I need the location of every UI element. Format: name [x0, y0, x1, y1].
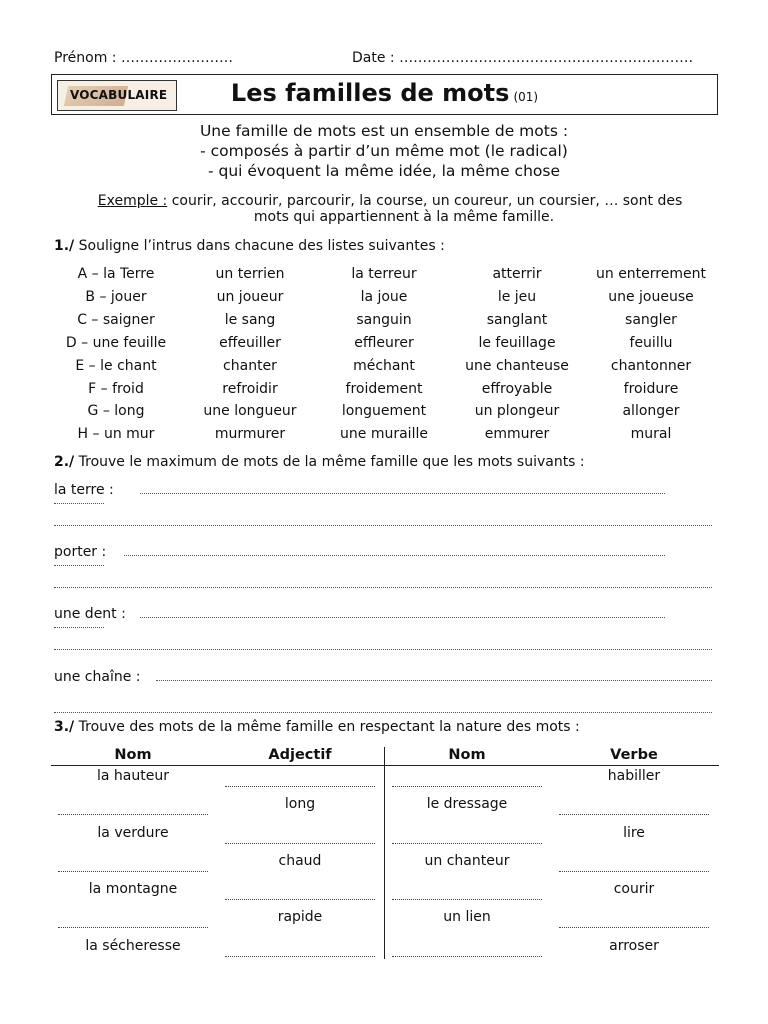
intrus-word[interactable]: chanter [223, 357, 277, 374]
answer-blank[interactable] [225, 898, 375, 900]
example-label: Exemple : [97, 193, 168, 209]
answer-blank[interactable] [58, 870, 208, 872]
page-title: Les familles de mots (01) [230, 79, 539, 107]
exercise-2-instruction: 2./ Trouve le maximum de mots de la même famille que les mots suivants : [54, 454, 585, 470]
prenom-field[interactable]: Prénom : …………………… [54, 50, 233, 66]
given-word: un lien [443, 909, 491, 925]
intrus-word[interactable]: une longueur [203, 403, 297, 420]
family-word-label: une dent : [54, 606, 126, 622]
answer-line[interactable] [54, 711, 712, 713]
intrus-row [0, 357, 692, 380]
table-header-1: Adjectif [268, 747, 332, 763]
given-word: courir [613, 881, 655, 897]
intrus-row-label: C – saigner [77, 311, 155, 328]
intrus-word[interactable]: allonger [622, 403, 680, 420]
intrus-word[interactable]: la terreur [351, 266, 417, 282]
answer-line-continuation[interactable] [54, 564, 104, 566]
given-word: habiller [607, 768, 661, 784]
intrus-word[interactable]: le sang [224, 311, 276, 328]
table-divider [384, 747, 385, 959]
answer-blank[interactable] [58, 813, 208, 815]
given-word: long [284, 796, 316, 812]
answer-line-continuation[interactable] [54, 502, 104, 504]
answer-blank[interactable] [559, 870, 709, 872]
intrus-word[interactable]: sanguin [356, 311, 412, 328]
answer-line[interactable] [156, 679, 712, 681]
answer-line[interactable] [54, 648, 712, 650]
answer-blank[interactable] [392, 842, 542, 844]
intrus-row [0, 334, 673, 357]
definition-line-3: - qui évoquent la même idée, la même chose [207, 162, 560, 180]
title-box [51, 74, 718, 115]
exercise-3-instruction: 3./ Trouve des mots de la même famille en respectant la nature des mots : [54, 719, 580, 735]
answer-blank[interactable] [392, 898, 542, 900]
intrus-word[interactable]: une joueuse [608, 288, 694, 305]
intrus-row [0, 311, 677, 334]
worksheet-number: (01) [513, 90, 539, 104]
definition-line-1: Une famille de mots est un ensemble de mots : [199, 122, 569, 140]
intrus-row-label: B – jouer [85, 288, 147, 305]
definition-line-2: - composés à partir d’un même mot (le radical) [200, 142, 568, 160]
intrus-word[interactable]: une chanteuse [465, 357, 569, 374]
intrus-word[interactable]: chantonner [610, 357, 692, 374]
answer-line-continuation[interactable] [54, 626, 104, 628]
intrus-word[interactable]: sangler [625, 311, 677, 328]
family-word-label: la terre : [54, 482, 114, 498]
answer-line[interactable] [140, 492, 665, 494]
given-word: le dressage [426, 796, 508, 812]
intrus-word[interactable]: murmurer [214, 426, 286, 443]
intrus-word[interactable]: froidement [345, 380, 423, 397]
intrus-word[interactable]: le feuillage [478, 334, 556, 351]
intrus-word[interactable]: un joueur [216, 288, 284, 305]
intrus-row [0, 288, 694, 311]
intrus-word[interactable]: longuement [341, 403, 427, 420]
given-word: chaud [278, 853, 322, 869]
answer-blank[interactable] [392, 785, 542, 787]
answer-blank[interactable] [559, 926, 709, 928]
intrus-word[interactable]: emmurer [484, 426, 550, 443]
intrus-word[interactable]: un plongeur [474, 403, 560, 420]
intrus-row [0, 380, 679, 403]
intrus-row-label: D – une feuille [65, 334, 167, 351]
intrus-word[interactable]: un enterrement [596, 266, 706, 282]
intrus-row [0, 426, 672, 448]
family-word-label: porter : [54, 544, 107, 560]
answer-blank[interactable] [559, 813, 709, 815]
intrus-word[interactable]: la joue [360, 288, 408, 305]
exercise-1-instruction: 1./ Souligne l’intrus dans chacune des listes suivantes : [54, 238, 445, 254]
intrus-row-label: F – froid [88, 380, 144, 397]
answer-blank[interactable] [392, 955, 542, 957]
given-word: rapide [277, 909, 323, 925]
given-word: la verdure [97, 825, 169, 841]
intrus-word[interactable]: une muraille [340, 426, 428, 443]
answer-blank[interactable] [225, 842, 375, 844]
table-header-2: Nom [448, 747, 486, 763]
table-header-rule [51, 765, 719, 766]
intrus-row-label: A – la Terre [77, 266, 155, 282]
intrus-row-label: H – un mur [77, 426, 155, 443]
answer-line[interactable] [54, 586, 712, 588]
intrus-word[interactable]: méchant [353, 357, 415, 374]
intrus-word[interactable]: effeuiller [219, 334, 281, 351]
intrus-word[interactable]: sanglant [486, 311, 548, 328]
answer-line[interactable] [124, 554, 665, 556]
intrus-row [0, 403, 680, 425]
intrus-word[interactable]: effleurer [354, 334, 414, 351]
example-line-1: Exemple : courir, accourir, parcourir, la course, un coureur, un coursier, … sont des [97, 193, 683, 209]
intrus-word[interactable]: effroyable [481, 380, 553, 397]
given-word: lire [623, 825, 645, 841]
intrus-word[interactable]: le jeu [497, 288, 537, 305]
intrus-word[interactable]: froidure [623, 380, 679, 397]
intrus-row-label: G – long [87, 403, 145, 420]
intrus-word[interactable]: refroidir [222, 380, 278, 397]
given-word: un chanteur [424, 853, 510, 869]
intrus-word[interactable]: feuillu [629, 334, 673, 351]
table-header-3: Verbe [610, 747, 658, 763]
given-word: la hauteur [97, 768, 169, 784]
intrus-word[interactable]: atterrir [492, 266, 542, 282]
given-word: la montagne [88, 881, 178, 897]
given-word: arroser [609, 938, 659, 954]
intrus-word[interactable]: mural [630, 426, 672, 443]
logo-label: VOCABULAIRE [70, 88, 168, 102]
intrus-row [0, 266, 706, 288]
given-word: la sécheresse [85, 938, 181, 954]
example-line-2: mots qui appartiennent à la même famille. [253, 209, 555, 225]
answer-blank[interactable] [225, 785, 375, 787]
answer-blank[interactable] [58, 926, 208, 928]
answer-line[interactable] [140, 616, 665, 618]
family-word-label: une chaîne : [54, 669, 141, 685]
intrus-row-label: E – le chant [75, 357, 157, 374]
date-field[interactable]: Date : ……………………………………………………… [352, 50, 694, 66]
answer-line[interactable] [54, 524, 712, 526]
intrus-word[interactable]: un terrien [215, 266, 285, 282]
answer-blank[interactable] [225, 955, 375, 957]
table-header-0: Nom [114, 747, 152, 763]
